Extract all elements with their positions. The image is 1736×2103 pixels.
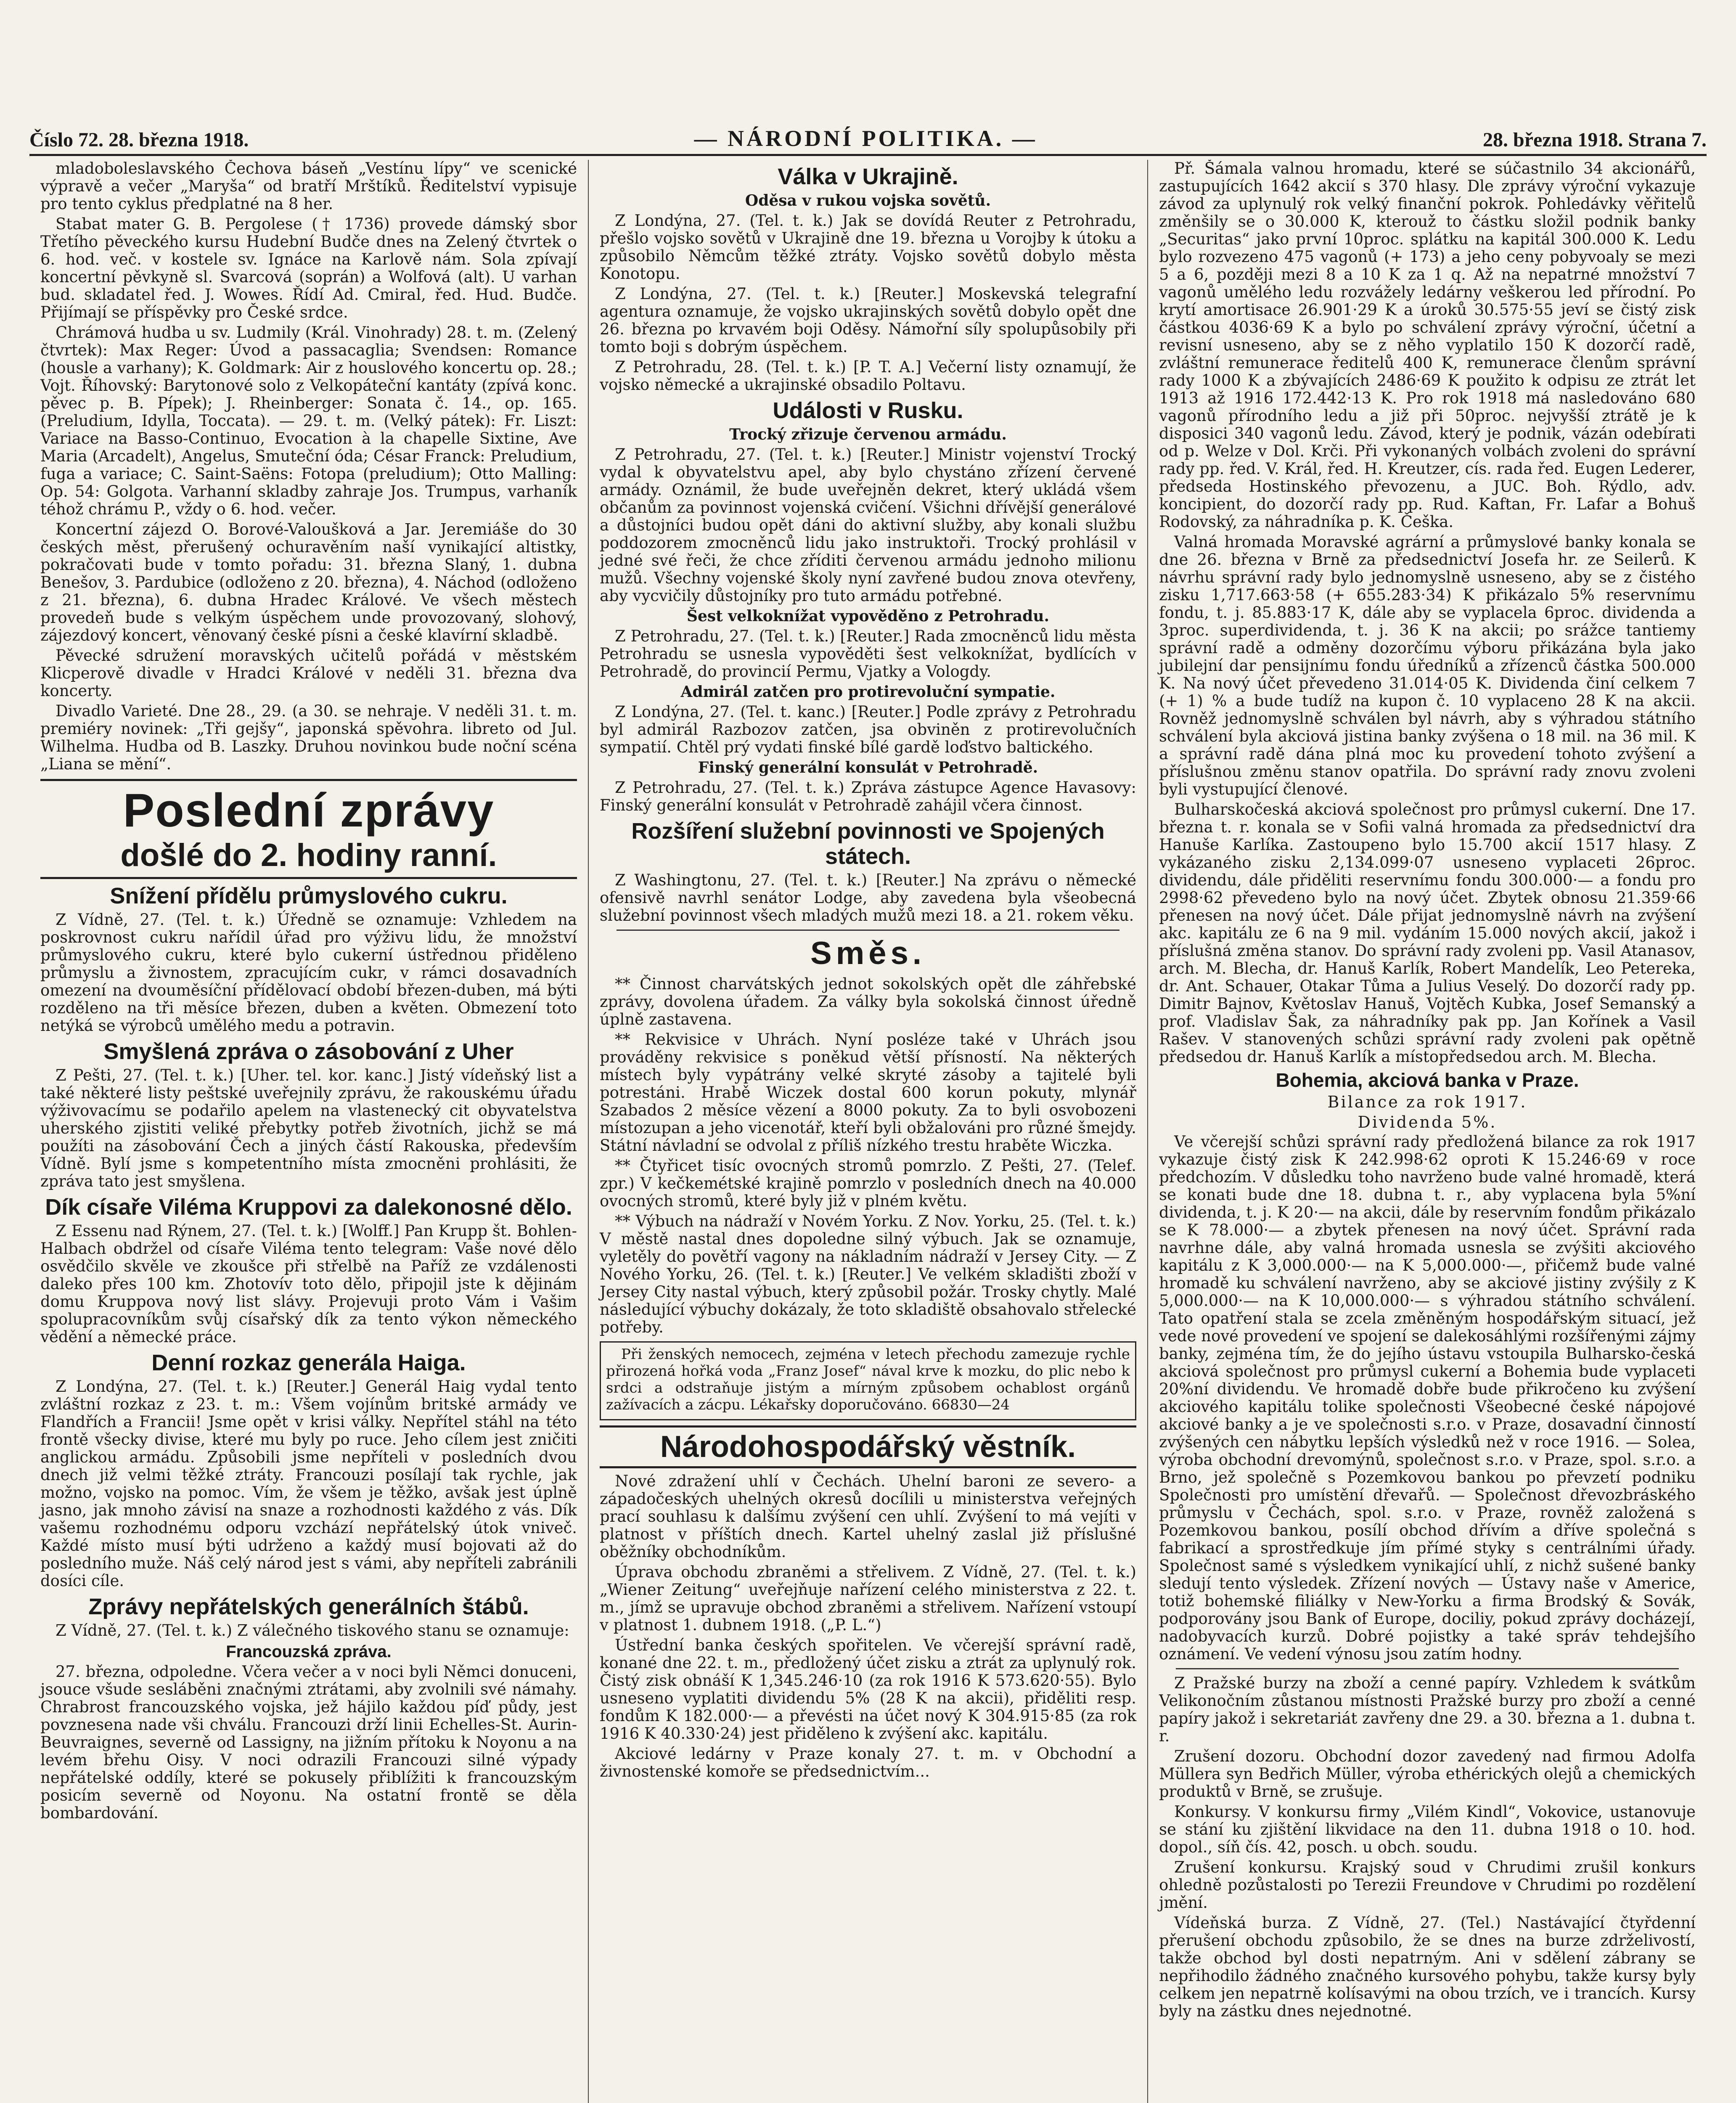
- article-paragraph: Z Pražské burzy na zboží a cenné papíry. Vzhledem k svátkům Velikonočním zůstanou místnosti Pražské burzy pro zboží a cenné papíry jakož i sekretariát zavřeny dne 29. a 30. března a 1. dubna t. r.: [1159, 1674, 1696, 1745]
- section-subtitle-latest-news: došlé do 2. hodiny ranní.: [40, 837, 577, 879]
- article-paragraph: Ústřední banka českých spořitelen. Ve včerejší správní radě, konané dne 22. t. m., předložený účet zisku a ztrát za uplynulý rok. Čistý zisk obnáší K 1,345.246·10 (za rok 1916 K 573.620·55). Bylo usneseno vyplatiti dividendu 5% (28 K na akcii), přiděliti resp. fondům K 182.000·— a převésti na účet nový K 304.915·85 (za rok 1916 K 40.330·24) jest přiděleno k zvýšení akc. kapitálu.: [600, 1636, 1136, 1743]
- section-title-economic-bulletin: Národohospodářský věstník.: [600, 1425, 1136, 1468]
- article-paragraph: Z Pešti, 27. (Tel. t. k.) [Uher. tel. kor. kanc.] Jistý vídeňský list a také některé listy peštské uveřejnily zprávu, že rakouskému úřadu výživovacímu se podařilo apelem na vlastenecký cit obyvatelstva uherského zjistiti veliké přebytky potřeb životních, jichž se má použíti na zásobování Čech a jiných částí Rakouska, především Vídně. Bylí jsme s kompetentního místa zmocněni prohlásiti, že zpráva tato jest smyšlena.: [40, 1066, 577, 1190]
- article-paragraph: Bulharskočeská akciová společnost pro průmysl cukerní. Dne 17. března t. r. konala se v Sofii valná hromada za předsednictví dra Hanuše Karlíka. Zastoupeno bylo 15.700 akcií 1517 hlasy. Z vykázaného zisku 2,134.099·07 usneseno vyplaceti 26proc. dividendu, dále přiděliti reservnímu fondu 300.000·— a fondu pro 2998·62 převedeno bylo na nový účet. Zbytek obnosu 21.359·66 přenesen na nový účet. Dále přijat jednomyslně návrh na zvýšení akc. kapitálu ze 6 na 9 mil. vydáním 15.000 nových akcií, jakož i příslušná změna stanov. Do správní rady zvoleni pp. Vasil Atanasov, arch. M. Blecha, dr. Hanuš Karlík, Robert Mandelík, Leo Petereka, dr. Ant. Schauer, Otakar Tůma a Julius Veselý. Do dozorčí rady pp. Dimitr Bajnov, Květoslav Hanuš, Vojtěch Kubka, Josef Semanský a prof. Vladislav Šak, za náhradníky pak pp. Jan Kořínek a Vasil Rašev. V stanovených schůzi správní rady zvoleni pak opětně předsedou dr. Hanuš Karlík a místopředsedou arch. M. Blecha.: [1159, 800, 1696, 1066]
- headline: Rozšíření služební povinnosti ve Spojených státech.: [631, 818, 1105, 869]
- article-paragraph: Z Washingtonu, 27. (Tel. t. k.) [Reuter.] Na zprávu o německé ofensivě navrhl senátor Lodge, aby zavedena byla všeobecná služební povinnost všech mladých mužů mezi 18. a 21. rokem věku.: [600, 871, 1136, 924]
- article-paragraph: Valná hromada Moravské agrární a průmyslové banky konala se dne 26. března v Brně za předsednictví Josefa hr. ze Seilerů. K návrhu správní rady bylo jednomyslně usneseno, aby se z čistého zisku 1,717.663·58 (+ 655.283·34) K přikázalo 5% reservnímu fondu, t. j. 85.883·17 K, dále aby se vyplacela 6proc. dividenda a 3proc. superdividenda, t. j. 36 K na akcii; po srážce tantiemy správní radě a odměny dozorčímu výboru přikázána byla jako jubilejní dar pensijnímu fondu úředníků a zřízenců částka 500.000 K. Na nový účet převedeno 31.014·05 K. Dividenda činí celkem 7 (+ 1) % a bude tudíž na kupon č. 10 vyplaceno 28 K na akcii. Rovněž jednomyslně schválen byl návrh, aby s výhradou státního schválení byla akciová jistina banky zvýšena o 18 mil. na 36 mil. K a správní radě dána plná moc ku provedení tohoto zvýšení a příslušnou změnu stanov opatřila. Do správní rady znovu zvoleni byli vystupující členové.: [1159, 533, 1696, 798]
- article-paragraph: Z Essenu nad Rýnem, 27. (Tel. t. k.) [Wolff.] Pan Krupp št. Bohlen-Halbach obdržel od císaře Viléma tento telegram: Vaše nové dělo osvědčilo skvěle ve zkoušce při střelbě na Paříž ze vzdálenosti daleko přes 100 km. Zhotovív toto dělo, připojil jste k dějinám domu Kruppova nový list slávy. Projevuji proto Vám i Vašim spolupracovníkům svůj císařský dík za tento výkon německého vědění a německé práce.: [40, 1222, 577, 1346]
- balance-line: Bilance za rok 1917.: [1327, 1093, 1527, 1111]
- columns: [29, 160, 1707, 2103]
- article-paragraph: 27. března, odpoledne. Včera večer a v noci byli Němci donuceni, jsouce všude sesláběni značnými ztrátami, aby zvolnili své námahy. Chrabrost francouzského vojska, jež hájilo každou píď půdy, jest povznesena nade vši chválu. Francouzi drží linii Echelles-St. Aurin-Beuvraignes, severně od Lassigny, na jižním přítoku k Noyonu a na levém břehu Oisy. V noci odrazili Francouzi silné výpady nepřátelské oddíly, které se pokusely přiblížiti k francouzským posicím severně od Noyonu. Na ostatní frontě se děla bombardování.: [40, 1663, 577, 1822]
- subheadline: Trocký zřizuje červenou armádu.: [729, 426, 1007, 443]
- subheadline: Šest velkoknížat vypověděno z Petrohradu.: [686, 607, 1050, 625]
- headline: Bohemia, akciová banka v Praze.: [1276, 1069, 1579, 1091]
- page-number: 28. března 1918. Strana 7.: [1483, 129, 1707, 151]
- article-paragraph: Koncertní zájezd O. Borové-Valoušková a Jar. Jeremiáše do 30 českých měst, přerušený ochuravěním naší vynikající altistky, pokračovati bude v tomto pořadu: 31. března Slaný, 1. dubna Benešov, 3. Pardubice (odloženo z 20. března), 4. Náchod (odloženo z 21. března), 6. dubna Hradec Králové. Ve všech městech provedeň bude s velkým úspěchem unde provozovaný, slohový, zájezdový koncert, věnovaný české písni a české klavírní skladbě.: [40, 520, 577, 644]
- headline: Zprávy nepřátelských generálních štábů.: [88, 1594, 529, 1619]
- article-paragraph: Př. Šámala valnou hromadu, které se súčastnilo 34 akcionářů, zastupujících 1642 akcií s 370 hlasy. Dle zprávy výroční vykazuje závod za uplynulý rok velký finanční pokrok. Pohledávky věřitelů změnšily se o 30.000 K, kterouž to částku složil podnik banky „Securitas“ jako první 10proc. splátku na kapitál 300.000 K. Ledu bylo rozvezeno 475 vagonů (+ 173) a jeho ceny pobyvoaly se mezi 5 a 6, později mezi 8 a 10 K za 1 q. Až na nepatrné množství 7 vagonů umělého ledu rozvážely ledárny veškerou led přírodní. Po krytí amortisace 26.901·29 K a úroků 30.575·55 jeví se čistý zisk částkou 4036·69 K a bylo po schválení zprávy výroční, účetní a revisní usneseno, aby se z něho vyplatilo 150 K dozorčí radě, zvláštní remunerace ředitelů 400 K, remunerace členům správní rady 1000 K a zbývajících 2486·69 K použito k odpisu ze ztrát let 1913 až 1916 172.442·13 K. Pro rok 1918 má nasledováno 680 vagonů přírodního ledu a již při 50proc. nejvyšší ztrátě je k disposici 340 vagonů ledu. Závod, který je podnik, vázán odebírati od p. Welze v Dol. Krči. Při vykonaných volbách zvoleni do správní rady pp. řed. V. Král, řed. H. Kreutzer, cís. rada řed. Eugen Lederer, předseda Hostinského převozenu, a JUC. Boh. Rýdlo, adv. koncipient, do dozorčí rady pp. Rud. Kaftan, Fr. Lafar a Bohuš Rodovský, za náhradníka p. K. Češka.: [1159, 160, 1696, 531]
- subheadline: Francouzská zpráva.: [226, 1642, 392, 1661]
- dividend-line: Dividenda 5%.: [1358, 1113, 1497, 1131]
- headline: Snížení přídělu průmyslového cukru.: [110, 883, 508, 908]
- subheadline: Oděsa v rukou vojska sovětů.: [745, 192, 991, 209]
- article-paragraph: Z Petrohradu, 27. (Tel. t. k.) [Reuter.] Rada zmocněnců lidu města Petrohradu se usnesla vypověděti šest velkoknížat, bydlících v Petrohradě, do provincií Permu, Vjatky a Vologdy.: [600, 627, 1136, 681]
- article-paragraph: Z Petrohradu, 27. (Tel. t. k.) [Reuter.] Ministr vojenství Trocký vydal k obyvatelstvu apel, aby bylo chystáno zřízení červené armády. Oznámil, že bude uveřejněn dekret, který ukládá všem občanům za povinnost vojenská cvičení. Všichni dřívější generálové a důstojníci budou opět dáni do aktivní služby, aby konali službu poddozorem zmocněnců lidu jako instruktoři. Trocký prohlásil v jedné své řeči, že chce zříditi červenou armádu jednoho milionu mužů. Všechny vojenské školy nyní zavřené budou znova otevřeny, aby vycvičily důstojníky pro tuto armádu potřebné.: [600, 445, 1136, 605]
- article-paragraph: Z Petrohradu, 27. (Tel. t. k.) Zpráva zástupce Agence Havasovy: Finský generální konsulát v Petrohradě zahájil včera činnost.: [600, 779, 1136, 814]
- newspaper-title: — NÁRODNÍ POLITIKA. —: [694, 126, 1037, 151]
- section-title-miscellany: Směs.: [810, 935, 926, 971]
- headline: Dík císaře Viléma Kruppovi za dalekonosné dělo.: [45, 1195, 572, 1220]
- article-paragraph: Divadlo Varieté. Dne 28., 29. (a 30. se nehraje. V neděli 31. t. m. premiéry novinek: „Tři gejšy“, japonská spěvohra. libreto od Jul. Wilhelma. Hudba od B. Laszky. Druhou novinkou bude noční scéna „Liana se mění“.: [40, 702, 577, 773]
- article-paragraph: Z Petrohradu, 28. (Tel. t. k.) [P. T. A.] Večerní listy oznamují, že vojsko německé a ukrajinské obsadilo Poltavu.: [600, 358, 1136, 394]
- subheadline: Admirál zatčen pro protirevoluční sympatie.: [680, 683, 1056, 701]
- divider: [617, 930, 1119, 931]
- column-right: [1148, 160, 1707, 2103]
- headline: Válka v Ukrajině.: [778, 164, 958, 189]
- article-paragraph: Akciové ledárny v Praze konaly 27. t. m. v Obchodní a živnostenské komoře se předsednictvím...: [600, 1745, 1136, 1780]
- article-paragraph: Z Londýna, 27. (Tel. t. k.) [Reuter.] Generál Haig vydal tento zvláštní rozkaz z 23. t. m.: Všem vojínům britské armády ve Flandřích a Francii! Jsme opět v krisi války. Nepřítel stáhl na této frontě všecky divise, které mu byly po ruce. Jeho cílem jest zničiti anglickou armádu. Způsobili jsme nepříteli v posledních dvou dnech již velmi těžké ztráty. Francouzi posílají tak rychle, jak možno, vojsko na pomoc. Vím, že všem je těžko, avšak jest úplně jasno, jak mnoho závisí na snaze a rozhodnosti každého z vás. Dík vašemu rozhodnému odporu vzchází nepřátelský útok vniveč. Každé místo musí býti udrženo a každý musí bojovati až do posledního muže. Náš celý národ jest s vámi, aby nepříteli zabránili dosíci cíle.: [40, 1377, 577, 1590]
- article-paragraph: Z Londýna, 27. (Tel. t. k.) [Reuter.] Moskevská telegrafní agentura oznamuje, že vojsko ukrajinských sovětů dobylo opět dne 26. března po krvavém boji Oděsy. Námořní síly spolupůsobily při tomto boji s dobrým úspěchem.: [600, 285, 1136, 356]
- article-paragraph: Chrámová hudba u sv. Ludmily (Král. Vinohrady) 28. t. m. (Zelený čtvrtek): Max Reger: Úvod a passacaglia; Svendsen: Romance (housle a varhany); K. Goldmark: Air z houslového koncertu op. 28.; Vojt. Říhovský: Barytonové solo z Velkopáteční kantáty (zpívá konc. pěvec p. B. Pípek); J. Rheinberger: Sonata č. 14., op. 165. (Preludium, Idylla, Toccata). — 29. t. m. (Velký pátek): Fr. Liszt: Variace na Basso-Continuo, Evocation à la chapelle Sixtine, Ave Maria (Arcadelt), Angelus, Smuteční óda; César Franck: Preludium, fuga a variace; C. Saint-Saëns: Fotopa (preludium); Otto Malling: Op. 54: Golgota. Varhanní skladby zahraje Jos. Trumpus, varhaník téhož chrámu P., vždy o 6. hod. večer.: [40, 323, 577, 518]
- divider: [1176, 1668, 1679, 1669]
- advertisement-box: [600, 1341, 1136, 1420]
- column-left: [29, 160, 589, 2103]
- article-paragraph: ** Výbuch na nádraží v Novém Yorku. Z Nov. Yorku, 25. (Tel. t. k.) V městě nastal dnes dopoledne silný výbuch. Jak se oznamuje, vyletěly do povětří vagony na nákladním nádraží v Jersey City. — Z Nového Yorku, 26. (Tel. t. k.) [Reuter.] Ve velkém skladišti zboží v Jersey City nastal výbuch, který způsobil požár. Trosky chytly. Malé následující výbuchy dokázaly, že toto skladiště obsahovalo střelecké potřeby.: [600, 1212, 1136, 1336]
- article-paragraph: Pěvecké sdružení moravských učitelů pořádá v městském Klicperově divadle v Hradci Králové v neděli 31. března dva koncerty.: [40, 646, 577, 700]
- article-paragraph: Konkursy. V konkursu firmy „Vilém Kindl“, Vokovice, ustanovuje se stání ku zjištění likvidace na den 11. dubna 1918 o 10. hod. dopol., síň čís. 42, posch. u obch. soudu.: [1159, 1803, 1696, 1856]
- advertisement-text: Při ženských nemocech, zejména v letech přechodu zamezuje rychle přirozená hořká voda „Franz Josef“ nával krve k mozku, do plic nebo k srdci a odstraňuje jistým a mírným způsobem ochablost orgánů zažívacích a zácpu. Lékařsky doporučováno. 66830—24: [606, 1346, 1130, 1413]
- page-header: [29, 118, 1707, 156]
- article-paragraph: Z Vídně, 27. (Tel. t. k.) Z válečného tiskového stanu se oznamuje:: [56, 1621, 569, 1639]
- headline: Události v Rusku.: [773, 398, 963, 423]
- article-paragraph: ** Činnost charvátských jednot sokolských opět dle záhřebské zprávy, dovolena úřadem. Za války byla sokolská činnost úředně úplně zastavena.: [600, 975, 1136, 1028]
- article-paragraph: Zrušení konkursu. Krajský soud v Chrudimi zrušil konkurs ohledně pozůstalosti po Terezii Freundove v Chrudimi po rozdělení jmění.: [1159, 1858, 1696, 1912]
- headline: Smyšlená zpráva o zásobování z Uher: [103, 1039, 514, 1064]
- article-paragraph: ** Rekvisice v Uhrách. Nyní posléze také v Uhrách jsou prováděny rekvisice s poněkud větší přísností. Na některých místech byly vypátrány velké skryté zásoby a tajitelé byli potrestáni. Hrabě Wiczek dostal 600 korun pokuty, mlynář Szabados 2 měsíce vězení a 8000 pokuty. Za to byli osvobozeni místozupan a jeho vicenotář, kteří byli obžalováni pro různé šmejdy. Státní návladní se odvolal z příliš nízkého trestu hraběte Wiczka.: [600, 1030, 1136, 1155]
- section-title-latest-news: Poslední zprávy: [40, 779, 577, 836]
- article-paragraph: Zrušení dozoru. Obchodní dozor zavedený nad firmou Adolfa Müllera syn Bedřich Müller, výroba ethérických olejů a chemických produktů v Brně, se zrušuje.: [1159, 1747, 1696, 1801]
- article-paragraph: ** Čtyřicet tisíc ovocných stromů pomrzlo. Z Pešti, 27. (Telef. zpr.) V kečkemétské krajině pomrzlo v posledních dnech na 40.000 ovocných stromů, které byly již v plném květu.: [600, 1157, 1136, 1210]
- article-paragraph: Vídeňská burza. Z Vídně, 27. (Tel.) Nastávající čtyřdenní přerušení obchodu způsobilo, že se dnes na burze zdrželivostí, takže obchod byl dosti nepatrným. Ani v sdělení zábrany se nepřihodilo žádného značného kursového pohybu, takže kursy byly celkem jen nepatrně kolísavými na obou trzích, ve i trancích. Kursy byly na zástku dnes nejednotné.: [1159, 1914, 1696, 2020]
- article-paragraph: Z Vídně, 27. (Tel. t. k.) Úředně se oznamuje: Vzhledem na poskrovnost cukru nařídil úřad pro výživu lidu, že množství průmyslového cukru, které bylo cukerní ústřednou přiděleno průmyslu a živnostem, zpracujícím cukr, v rámci dosavadních omezení na dvouměsíční přídělovací období březen-duben, má býti rozděleno na tři měsíce březen, duben a květen. Obmezení toto netýká se výrobců umělého medu a potravin.: [40, 911, 577, 1035]
- subheadline: Finský generální konsulát v Petrohradě.: [698, 759, 1038, 776]
- headline: Denní rozkaz generála Haiga.: [151, 1350, 466, 1375]
- article-paragraph: mladoboleslavského Čechova báseň „Vestínu lípy“ ve scenické výpravě a večer „Maryša“ od bratří Mrštíků. Ředitelství vypisuje pro tento cyklus předplatné na 8 her.: [40, 160, 577, 213]
- article-paragraph: Úprava obchodu zbraněmi a střelivem. Z Vídně, 27. (Tel. t. k.) „Wiener Zeitung“ uveřejňuje nařízení celého ministerstva z 22. t. m., jímž se upravuje obchod zbraněmi a střelivem. Nařízení vstoupí v platnost 1. dubnem 1918. („P. L.“): [600, 1563, 1136, 1634]
- article-paragraph: Stabat mater G. B. Pergolese († 1736) provede dámský sbor Třetího pěveckého kursu Hudební Budče dnes na Zelený čtvrtek o 6. hod. več. v kostele sv. Ignáce na Karlově nám. Sola zpívají koncertní pěvkyně sl. Svarcová (soprán) a Wolfová (alt). U varhan bud. skladatel řed. J. Wowes. Řídí Ad. Cmiral, řed. Hud. Budče. Přijímají se příspěvky pro České srdce.: [40, 215, 577, 321]
- article-paragraph: Z Londýna, 27. (Tel. t. kanc.) [Reuter.] Podle zprávy z Petrohradu byl admirál Razbozov zatčen, jsa obviněn z protirevolučních sympatií. Chtěl prý vydati finské bílé gardě loďstvo baltického.: [600, 703, 1136, 756]
- article-paragraph: Nové zdražení uhlí v Čechách. Uhelní baroni ze severo- a západočeských uhelných okresů docílili u ministerstva veřejných prací souhlasu k dalšímu zvýšení cen uhlí. Zvýšení to má vejíti v platnost v příštích dnech. Kartel uhelný zaslal již příslušné oběžníky obchodníkům.: [600, 1472, 1136, 1561]
- article-paragraph: Ve včerejší schůzi správní rady předložená bilance za rok 1917 vykazuje čistý zisk K 242.998·62 oproti K 15.246·69 v roce předchozím. V důsledku toho navrženo bude valné hromadě, která se konati bude dne 18. dubna t. r., aby vyplacena byla 5%ní dividenda, t. j. K 20·— na akcii, dále by reservním fondům přikázalo se K 78.000·— a zbytek přenesen na nový účet. Správní rada navrhne dále, aby valná hromada usnesla se zvýšiti akciového kapitálu z K 3,000.000·— na K 5,000.000·—, přičemž bude valné hromadě ku schválení navrženo, aby se akciové jistiny zvýšily z K 5,000.000·— na K 10,000.000·— s výhradou státního schválení. Tato opatření stala se zcela změněným hospodářským situací, jež vede nové provedení ve spojení se dalekosáhlými rozšířenými zájmy banky, zejména tím, že do jejího ústavu vstoupila Bulharsko-česká akciová společnost pro průmysl cukerní a Bohemia bude vyplaceti 20%ní dividendu. Ve hromadě dobře bude přikročeno ku zvýšení akciového kapitálu tolike společnosti Všeobecné české nápojové akciové banky a je ve společnosti s.r.o. v Praze, dosavadní činností zvýšených cen nábytku lepších výsledků než v roce 1916. — Solea, výroba obchodní drevomýnů, společnost s.r.o. v Praze, spol. s.r.o. a Brno, jež společně s Pozemkovou bankou po převzetí podniku Společnosti pro umístění dřevařů. — Společnost dřevozbráského průmyslu v Čechách, spol. s.r.o. v Praze, rovněž založená s Pozemkovou bankou, posílí obchod dřívím a dříve společná s fabrikací a sprostředkuje jím přímé styky s centrálními úřady. Společnost samé s výsledkem vynikající uhlí, z nichž sušené banky sledují tento výsledek. Zřízení nových — Ústavy naše v Americe, totiž bohemské filiálky v New-Yorku a firma Brodský & Sovák, podporovány jsou Bank of Europe, dociliy, pokud zprávy docházejí, nadobyvacích kurzů. Dobré pojistky a také správ tehdejšího oznámení. Ve vedení výnosu jsou zatím hodny.: [1159, 1133, 1696, 1663]
- issue-number: Číslo 72. 28. března 1918.: [29, 129, 249, 151]
- column-middle: [589, 160, 1148, 2103]
- article-paragraph: Z Londýna, 27. (Tel. t. k.) Jak se dovídá Reuter z Petrohradu, přešlo vojsko sovětů v Ukrajině dne 19. března u Vorojby k útoku a způsobilo Němcům těžké ztráty. Vojsko sovětů dobylo města Konotopu.: [600, 212, 1136, 283]
